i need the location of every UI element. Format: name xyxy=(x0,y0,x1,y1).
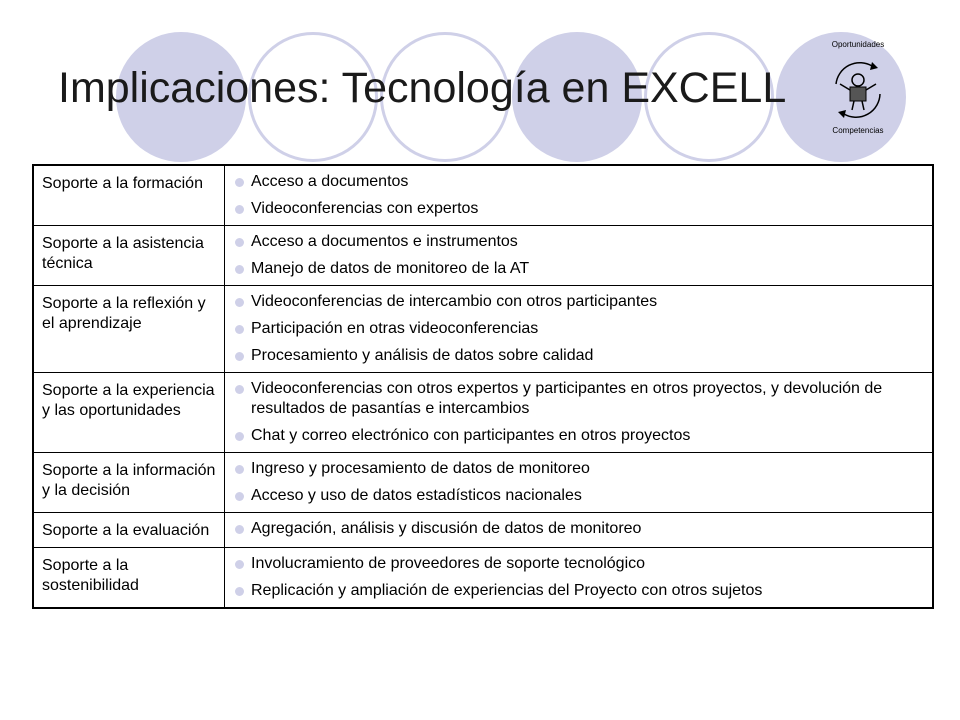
bullet-icon xyxy=(235,560,244,569)
bullet-list xyxy=(233,292,924,366)
list-item xyxy=(233,379,924,419)
list-item-text: Ingreso y procesamiento de datos de monitoreo xyxy=(251,460,590,477)
list-item-text: Videoconferencias de intercambio con otros participantes xyxy=(251,293,658,310)
bullet-icon xyxy=(235,265,244,274)
row-items-cell xyxy=(225,286,934,373)
bullet-list xyxy=(233,232,924,279)
table-body xyxy=(33,165,933,608)
row-items-cell xyxy=(225,513,934,548)
row-category: Soporte a la formación xyxy=(33,165,225,226)
list-item xyxy=(233,199,924,219)
table-row xyxy=(33,373,933,453)
list-item-text: Acceso a documentos xyxy=(251,173,409,190)
row-category: Soporte a la sostenibilidad xyxy=(33,548,225,609)
bullet-icon xyxy=(235,205,244,214)
bullet-icon xyxy=(235,178,244,187)
bullet-icon xyxy=(235,492,244,501)
list-item xyxy=(233,292,924,312)
row-items-cell xyxy=(225,548,934,609)
table-row xyxy=(33,513,933,548)
logo-top-text: Oportunidades xyxy=(831,40,885,49)
list-item xyxy=(233,459,924,479)
bullet-list xyxy=(233,379,924,446)
list-item xyxy=(233,319,924,339)
row-items-cell xyxy=(225,373,934,453)
table-row xyxy=(33,453,933,513)
row-category: Soporte a la reflexión y el aprendizaje xyxy=(33,286,225,373)
row-category: Soporte a la asistencia técnica xyxy=(33,226,225,286)
list-item-text: Acceso a documentos e instrumentos xyxy=(251,233,518,250)
list-item-text: Participación en otras videoconferencias xyxy=(251,320,539,337)
bullet-list xyxy=(233,554,924,601)
table-row xyxy=(33,226,933,286)
bullet-list xyxy=(233,459,924,506)
bullet-icon xyxy=(235,238,244,247)
table-row xyxy=(33,548,933,609)
bullet-icon xyxy=(235,525,244,534)
table-row xyxy=(33,286,933,373)
technology-support-table xyxy=(32,164,934,609)
bullet-icon xyxy=(235,432,244,441)
list-item xyxy=(233,486,924,506)
list-item xyxy=(233,172,924,192)
list-item xyxy=(233,581,924,601)
list-item xyxy=(233,519,924,539)
list-item-text: Procesamiento y análisis de datos sobre calidad xyxy=(251,347,594,364)
list-item-text: Involucramiento de proveedores de soporte tecnológico xyxy=(251,555,646,572)
logo-bottom-text: Competencias xyxy=(832,126,884,135)
bullet-icon xyxy=(235,587,244,596)
row-items-cell xyxy=(225,453,934,513)
list-item xyxy=(233,426,924,446)
list-item-text: Acceso y uso de datos estadísticos nacionales xyxy=(251,487,582,504)
row-category: Soporte a la experiencia y las oportunidades xyxy=(33,373,225,453)
list-item-text: Chat y correo electrónico con participantes en otros proyectos xyxy=(251,427,691,444)
row-category: Soporte a la información y la decisión xyxy=(33,453,225,513)
bullet-icon xyxy=(235,325,244,334)
list-item xyxy=(233,232,924,252)
list-item-text: Videoconferencias con otros expertos y participantes en otros proyectos, y devolución de resultados de pasantías e intercambios xyxy=(251,380,883,417)
bullet-icon xyxy=(235,352,244,361)
bullet-icon xyxy=(235,298,244,307)
row-category: Soporte a la evaluación xyxy=(33,513,225,548)
list-item xyxy=(233,346,924,366)
slide-title: Implicaciones: Tecnología en EXCELL xyxy=(58,64,787,112)
list-item-text: Videoconferencias con expertos xyxy=(251,200,479,217)
bullet-icon xyxy=(235,465,244,474)
bullet-list xyxy=(233,519,924,539)
list-item-text: Agregación, análisis y discusión de datos de monitoreo xyxy=(251,520,642,537)
bullet-icon xyxy=(235,385,244,394)
row-items-cell xyxy=(225,226,934,286)
list-item-text: Manejo de datos de monitoreo de la AT xyxy=(251,260,530,277)
list-item xyxy=(233,259,924,279)
person-with-cycle-arrows-icon xyxy=(828,54,888,124)
bullet-list xyxy=(233,172,924,219)
row-items-cell xyxy=(225,165,934,226)
list-item xyxy=(233,554,924,574)
table-row xyxy=(33,165,933,226)
list-item-text: Replicación y ampliación de experiencias del Proyecto con otros sujetos xyxy=(251,582,763,599)
logo xyxy=(822,40,894,140)
